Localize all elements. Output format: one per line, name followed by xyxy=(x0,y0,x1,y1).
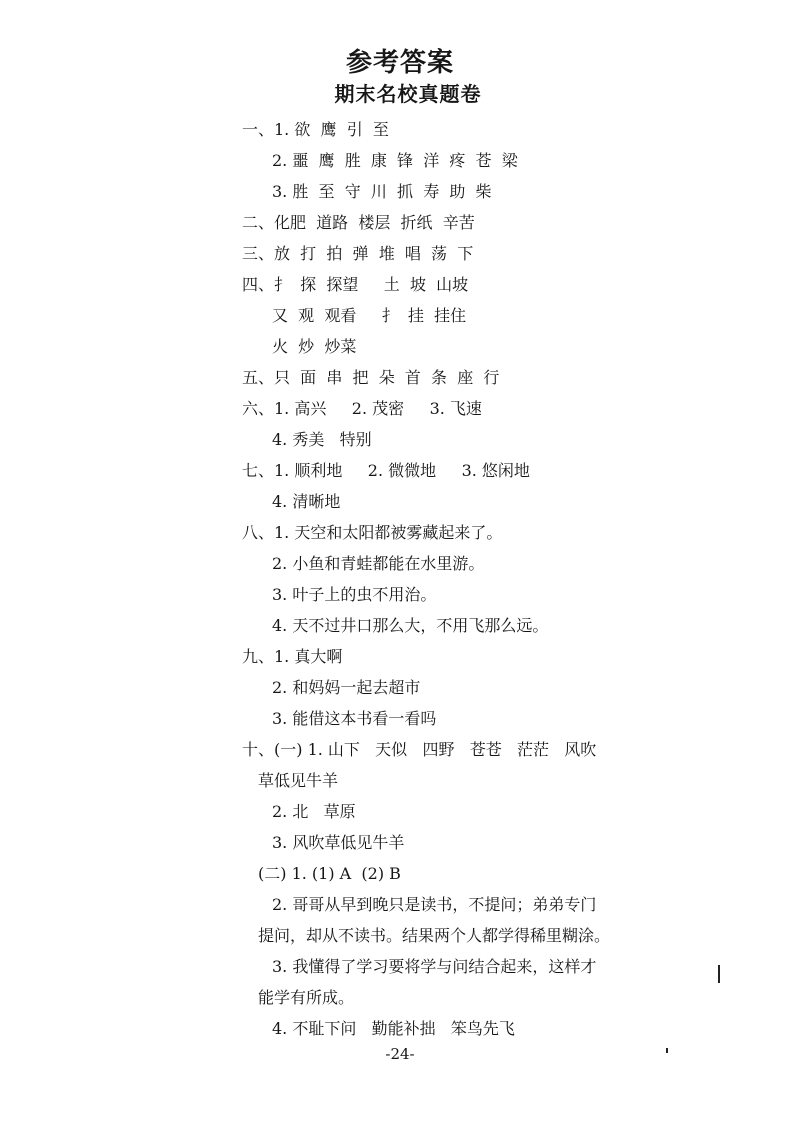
answer-line: 九、1. 真大啊 xyxy=(242,647,343,666)
answer-line: 2. 北 草原 xyxy=(272,802,356,821)
answer-line: 四、扌 探 探望 土 坡 山坡 xyxy=(242,275,469,294)
answer-line: 三、放 打 拍 弹 堆 唱 荡 下 xyxy=(242,244,474,263)
answer-line: 十、(一) 1. 山下 天似 四野 苍苍 茫茫 风吹 xyxy=(242,740,597,759)
page-subtitle: 期末名校真题卷 xyxy=(334,82,482,106)
answer-line: 五、只 面 串 把 朵 首 条 座 行 xyxy=(242,368,500,387)
answer-line: 3. 叶子上的虫不用治。 xyxy=(272,585,437,604)
answer-line: 又 观 观看 扌 挂 挂住 xyxy=(272,306,467,325)
answer-line: 3. 能借这本书看一看吗 xyxy=(272,709,437,728)
answer-line: 4. 天不过井口那么大，不用飞那么远。 xyxy=(272,616,549,635)
answer-line: 一、1. 欲 鹰 引 至 xyxy=(242,120,389,139)
answer-line: 3. 风吹草低见牛羊 xyxy=(272,833,405,852)
answer-line: 2. 小鱼和青蛙都能在水里游。 xyxy=(272,554,485,573)
answer-line: 六、1. 高兴 2. 茂密 3. 飞速 xyxy=(242,399,482,418)
answer-line: 能学有所成。 xyxy=(258,988,355,1007)
answer-line: 2. 噩 鹰 胜 康 锋 洋 疼 苍 梁 xyxy=(272,151,518,170)
answer-line: 提问，却从不读书。结果两个人都学得稀里糊涂。 xyxy=(258,926,611,945)
answer-line: 二、化肥 道路 楼层 折纸 辛苦 xyxy=(242,213,475,232)
page-title: 参考答案 xyxy=(345,48,454,78)
answer-line: 2. 哥哥从早到晚只是读书，不提问；弟弟专门 xyxy=(272,895,597,914)
answer-line: 3. 胜 至 守 川 抓 寿 助 柴 xyxy=(272,182,492,201)
scan-artifact xyxy=(718,965,720,983)
page-number: -24- xyxy=(385,1045,415,1063)
answer-line: 4. 秀美 特别 xyxy=(272,430,372,449)
answer-line: 七、1. 顺利地 2. 微微地 3. 悠闲地 xyxy=(242,461,530,480)
answer-line: 4. 不耻下问 勤能补拙 笨鸟先飞 xyxy=(272,1019,515,1038)
answer-line: 2. 和妈妈一起去超市 xyxy=(272,678,421,697)
answer-line: 3. 我懂得了学习要将学与问结合起来，这样才 xyxy=(272,957,597,976)
scan-artifact xyxy=(666,1048,668,1053)
answer-line: 八、1. 天空和太阳都被雾藏起来了。 xyxy=(242,523,503,542)
answer-line: (二) 1. (1) A (2) B xyxy=(258,864,401,883)
answer-line: 草低见牛羊 xyxy=(258,771,339,790)
answer-line: 4. 清晰地 xyxy=(272,492,341,511)
answer-line: 火 炒 炒菜 xyxy=(272,337,357,356)
